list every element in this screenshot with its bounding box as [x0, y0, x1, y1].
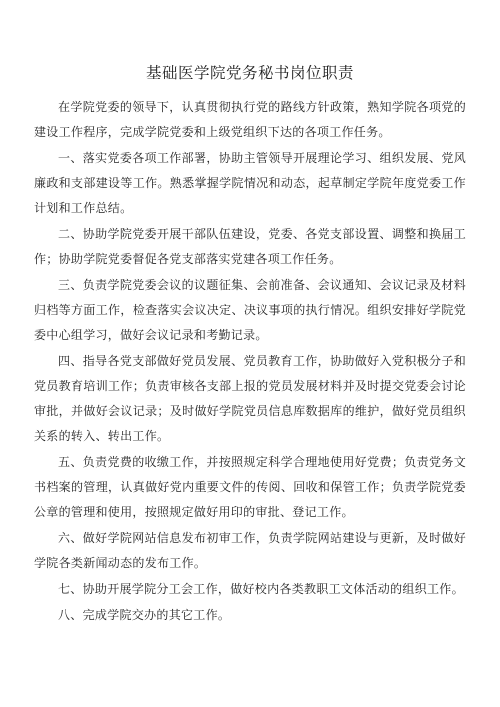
paragraph-duty-6: 六、做好学院网站信息发布初审工作，负责学院网站建设与更新，及时做好学院各类新闻动态的发布工作。 [34, 531, 466, 570]
paragraph-duty-1: 一、落实党委各项工作部署，协助主管领导开展理论学习、组织发展、党风廉政和支部建设等工作。熟悉掌握学院情况和动态，起草制定学院年度党委工作计划和工作总结。 [34, 151, 466, 215]
document-title: 基础医学院党务秘书岗位职责 [145, 64, 354, 82]
paragraph-duty-3: 三、负责学院党委会议的议题征集、会前准备、会议通知、会议记录及材料归档等方面工作，检查落实会议决定、决议事项的执行情况。组织安排好学院党委中心组学习，做好会议记录和考勤记录。 [34, 278, 466, 342]
paragraph-duty-7: 七、协助开展学院分工会工作，做好校内各类教职工文体活动的组织工作。 [58, 582, 464, 596]
paragraph-duty-4: 四、指导各党支部做好党员发展、党员教育工作，协助做好入党积极分子和党员教育培训工作；负责审核各支部上报的党员发展材料并及时提交党委会讨论审批，并做好会议记录；及时做好学院党员信息库数据库的维护，做好党员组织关系的转入、转出工作。 [34, 354, 466, 443]
document-body [34, 95, 466, 629]
paragraph-duty-2: 二、协助学院党委开展干部队伍建设，党委、各党支部设置、调整和换届工作；协助学院党委督促各党支部落实党建各项工作任务。 [34, 227, 466, 266]
paragraph-duty-8: 八、完成学院交办的其它工作。 [58, 608, 231, 622]
paragraph-duty-5: 五、负责党费的收缴工作，并按照规定科学合理地使用好党费；负责党务文书档案的管理，认真做好党内重要文件的传阅、回收和保管工作；负责学院党委公章的管理和使用，按照规定做好用印的审批、登记工作。 [34, 455, 466, 519]
paragraph-intro: 在学院党委的领导下，认真贯彻执行党的路线方针政策，熟知学院各项党的建设工作程序，完成学院党委和上级党组织下达的各项工作任务。 [34, 100, 466, 139]
